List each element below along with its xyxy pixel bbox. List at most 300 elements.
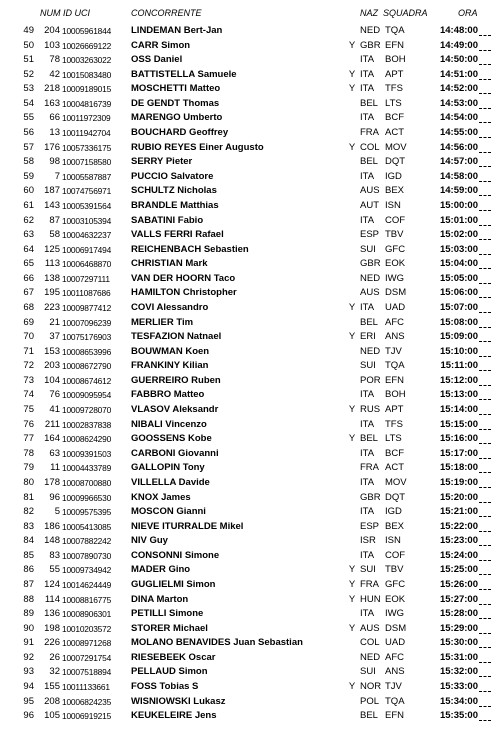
rider-number: 76 xyxy=(49,389,60,401)
team-code: EFN xyxy=(385,374,404,386)
start-time: 15:14:00 xyxy=(439,404,478,416)
rider-number: 87 xyxy=(49,214,60,226)
table-row xyxy=(0,520,492,535)
uci-id: 10007158580 xyxy=(62,157,112,168)
young-rider-flag: Y xyxy=(348,578,356,590)
rider-number: 37 xyxy=(49,331,60,343)
start-time: 14:50:00 xyxy=(439,54,478,66)
start-time: 15:29:00 xyxy=(439,622,478,634)
nationality: COL xyxy=(360,141,380,153)
dashed-line xyxy=(479,362,491,371)
rider-name: MOSCHETTI Matteo xyxy=(131,83,221,95)
rider-number: 32 xyxy=(49,666,60,678)
start-time: 15:10:00 xyxy=(439,345,478,357)
row-position: 59 xyxy=(23,170,34,182)
rider-name: VAN DER HOORN Taco xyxy=(131,272,236,284)
dashed-line xyxy=(479,42,491,51)
row-position: 71 xyxy=(23,345,34,357)
dashed-line xyxy=(479,610,491,619)
team-code: BOH xyxy=(385,389,406,401)
rider-number: 114 xyxy=(44,593,60,605)
rider-number: 163 xyxy=(44,97,60,109)
rider-number: 113 xyxy=(44,258,60,270)
rider-name: MOLANO BENAVIDES Juan Sebastian xyxy=(131,637,303,649)
rider-name: NIEVE ITURRALDE Mikel xyxy=(131,520,244,532)
rider-name: MERLIER Tim xyxy=(131,316,194,328)
team-code: ACT xyxy=(385,127,404,139)
team-code: TQA xyxy=(385,360,405,372)
dashed-line xyxy=(479,668,491,677)
start-time: 15:12:00 xyxy=(439,374,478,386)
table-row xyxy=(0,97,492,112)
uci-id: 10009728070 xyxy=(62,405,112,416)
uci-id: 10009575395 xyxy=(62,507,112,518)
uci-id: 10007882242 xyxy=(62,536,112,547)
row-position: 96 xyxy=(23,710,34,722)
row-position: 87 xyxy=(23,578,34,590)
rider-number: 186 xyxy=(44,520,60,532)
rider-number: 104 xyxy=(44,374,60,386)
row-position: 73 xyxy=(23,374,34,386)
row-position: 70 xyxy=(23,331,34,343)
team-code: AFC xyxy=(385,651,404,663)
start-time: 15:09:00 xyxy=(439,331,478,343)
dashed-line xyxy=(479,260,491,269)
nationality: NED xyxy=(360,272,381,284)
table-row xyxy=(0,578,492,593)
table-row xyxy=(0,39,492,54)
rider-number: 204 xyxy=(44,25,60,36)
table-row xyxy=(0,111,492,126)
team-code: IGD xyxy=(385,506,402,518)
header-ora: ORA xyxy=(458,8,478,18)
nationality: POR xyxy=(360,374,381,386)
uci-id: 10006917494 xyxy=(62,244,112,255)
row-position: 55 xyxy=(23,112,34,124)
start-time: 14:53:00 xyxy=(439,97,478,109)
rider-number: 143 xyxy=(44,199,60,211)
nationality: AUS xyxy=(360,287,380,299)
uci-id: 10014624449 xyxy=(62,579,112,590)
start-time: 15:31:00 xyxy=(439,651,478,663)
young-rider-flag: Y xyxy=(348,593,356,605)
dashed-line xyxy=(479,421,491,430)
uci-id: 10009095954 xyxy=(62,390,112,401)
rider-number: 211 xyxy=(44,418,60,430)
uci-id: 10007096239 xyxy=(62,317,112,328)
uci-id: 10015083480 xyxy=(62,69,112,80)
uci-id: 10007297111 xyxy=(62,273,110,284)
uci-id: 10005587887 xyxy=(62,171,112,182)
team-code: GFC xyxy=(385,578,406,590)
dashed-line xyxy=(479,464,491,473)
start-time: 15:11:00 xyxy=(440,360,478,372)
dashed-line xyxy=(479,377,491,386)
row-position: 51 xyxy=(23,54,34,66)
rider-number: 148 xyxy=(44,535,60,547)
dashed-line xyxy=(479,319,491,328)
team-code: BEX xyxy=(385,185,405,197)
team-code: EFN xyxy=(385,710,404,722)
table-row xyxy=(0,257,492,272)
start-time: 14:49:00 xyxy=(439,39,478,51)
table-row xyxy=(0,636,492,651)
start-time: 15:20:00 xyxy=(439,491,478,503)
young-rider-flag: Y xyxy=(348,433,356,445)
row-position: 56 xyxy=(23,127,34,139)
dashed-line xyxy=(479,494,491,503)
uci-id: 10006919215 xyxy=(62,711,112,722)
start-time: 15:33:00 xyxy=(439,681,478,693)
dashed-line xyxy=(479,391,491,400)
nationality: GBR xyxy=(360,39,381,51)
rider-number: 124 xyxy=(44,578,60,590)
start-time: 15:06:00 xyxy=(439,287,478,299)
rider-number: 103 xyxy=(44,39,60,51)
table-row xyxy=(0,403,492,418)
row-position: 79 xyxy=(23,462,34,474)
rider-number: 13 xyxy=(49,127,60,139)
start-time: 15:21:00 xyxy=(439,506,478,518)
table-row xyxy=(0,68,492,83)
nationality: ISR xyxy=(360,535,376,547)
rider-number: 63 xyxy=(49,447,60,459)
table-row xyxy=(0,126,492,141)
team-code: UAD xyxy=(385,637,406,649)
uci-id: 10008653996 xyxy=(62,346,112,357)
nationality: FRA xyxy=(360,462,379,474)
rider-number: 155 xyxy=(44,681,60,693)
table-row xyxy=(0,549,492,564)
table-row xyxy=(0,505,492,520)
table-row xyxy=(0,665,492,680)
team-code: COF xyxy=(385,549,406,561)
nationality: ITA xyxy=(360,214,375,226)
uci-id: 10011942704 xyxy=(62,128,111,139)
uci-id: 10006824235 xyxy=(62,696,112,707)
rider-name: CARBONI Giovanni xyxy=(131,447,219,459)
row-position: 89 xyxy=(23,608,34,620)
team-code: EOK xyxy=(385,258,406,270)
table-row xyxy=(0,82,492,97)
rider-name: KEUKELEIRE Jens xyxy=(131,710,217,722)
uci-id: 10009734942 xyxy=(62,565,112,576)
nationality: ITA xyxy=(360,68,375,80)
dashed-line xyxy=(479,654,491,663)
young-rider-flag: Y xyxy=(348,681,356,693)
rider-number: 105 xyxy=(44,710,60,722)
table-row xyxy=(0,593,492,608)
rider-name: BATTISTELLA Samuele xyxy=(131,68,237,80)
uci-id: 10009877412 xyxy=(62,302,112,313)
table-row xyxy=(0,301,492,316)
uci-id: 10006468870 xyxy=(62,259,112,270)
young-rider-flag: Y xyxy=(348,141,356,153)
nationality: BEL xyxy=(360,316,378,328)
nationality: SUI xyxy=(360,243,376,255)
uci-id: 10011972309 xyxy=(62,113,111,124)
rider-name: GALLOPIN Tony xyxy=(131,462,205,474)
dashed-line xyxy=(479,333,491,342)
team-code: DSM xyxy=(385,622,407,634)
table-row xyxy=(0,53,492,68)
nationality: ITA xyxy=(360,112,375,124)
rider-number: 66 xyxy=(49,112,60,124)
rider-name: NIBALI Vincenzo xyxy=(131,418,207,430)
start-time: 15:00:00 xyxy=(439,199,478,211)
dashed-line xyxy=(479,406,491,415)
dashed-line xyxy=(479,27,491,36)
nationality: NOR xyxy=(360,681,382,693)
start-time: 15:32:00 xyxy=(439,666,478,678)
rider-number: 41 xyxy=(49,404,60,416)
nationality: ITA xyxy=(360,389,375,401)
rider-number: 223 xyxy=(44,301,60,313)
rider-name: PELLAUD Simon xyxy=(131,666,208,678)
team-code: EFN xyxy=(385,39,404,51)
team-code: BEX xyxy=(385,520,405,532)
nationality: AUT xyxy=(360,199,379,211)
nationality: ITA xyxy=(360,418,375,430)
start-time: 14:59:00 xyxy=(439,185,478,197)
start-time: 15:24:00 xyxy=(439,549,478,561)
uci-id: 10007291754 xyxy=(62,652,112,663)
rider-number: 96 xyxy=(49,491,60,503)
rider-name: DINA Marton xyxy=(131,593,189,605)
header-naz: NAZ xyxy=(360,8,378,18)
team-code: TQA xyxy=(385,25,405,36)
rider-name: BRANDLE Matthias xyxy=(131,199,219,211)
uci-id: 10008700880 xyxy=(62,477,112,488)
team-code: ANS xyxy=(385,666,405,678)
row-position: 58 xyxy=(23,156,34,168)
rider-name: MARENGO Umberto xyxy=(131,112,223,124)
rider-name: RUBIO REYES Einer Augusto xyxy=(131,141,264,153)
dashed-line xyxy=(479,581,491,590)
table-row xyxy=(0,709,492,724)
dashed-line xyxy=(479,552,491,561)
row-position: 74 xyxy=(23,389,34,401)
row-position: 49 xyxy=(23,25,34,36)
team-code: EOK xyxy=(385,593,406,605)
young-rider-flag: Y xyxy=(348,331,356,343)
table-row xyxy=(0,243,492,258)
rider-number: 26 xyxy=(49,651,60,663)
nationality: BEL xyxy=(360,710,378,722)
row-position: 88 xyxy=(23,593,34,605)
row-position: 60 xyxy=(23,185,34,197)
team-code: BCF xyxy=(385,447,404,459)
rider-name: CARR Simon xyxy=(131,39,191,51)
rider-number: 178 xyxy=(44,476,60,488)
uci-id: 10004632237 xyxy=(62,230,112,241)
nationality: SUI xyxy=(360,564,376,576)
rider-name: SERRY Pieter xyxy=(131,156,193,168)
team-code: UAD xyxy=(385,301,406,313)
table-row xyxy=(0,24,492,39)
row-position: 81 xyxy=(23,491,34,503)
team-code: ISN xyxy=(385,199,401,211)
uci-id: 10004816739 xyxy=(62,98,112,109)
start-time: 14:48:00 xyxy=(439,25,478,36)
table-row xyxy=(0,680,492,695)
table-row xyxy=(0,359,492,374)
team-code: AFC xyxy=(385,316,404,328)
uci-id: 10026669122 xyxy=(62,40,112,51)
team-code: IWG xyxy=(385,272,404,284)
nationality: FRA xyxy=(360,127,379,139)
table-row xyxy=(0,316,492,331)
young-rider-flag: Y xyxy=(348,404,356,416)
nationality: HUN xyxy=(360,593,381,605)
start-time: 15:25:00 xyxy=(439,564,478,576)
start-time: 15:07:00 xyxy=(439,301,478,313)
rider-number: 78 xyxy=(49,54,60,66)
rider-name: REICHENBACH Sebastien xyxy=(131,243,249,255)
uci-id: 10011087686 xyxy=(62,288,111,299)
start-time: 14:56:00 xyxy=(439,141,478,153)
rider-name: CONSONNI Simone xyxy=(131,549,220,561)
dashed-line xyxy=(479,114,491,123)
nationality: GBR xyxy=(360,491,381,503)
rider-number: 187 xyxy=(44,185,60,197)
team-code: LTS xyxy=(385,433,402,445)
row-position: 76 xyxy=(23,418,34,430)
start-time: 15:28:00 xyxy=(439,608,478,620)
start-time: 15:35:00 xyxy=(439,710,478,722)
start-time: 15:04:00 xyxy=(439,258,478,270)
team-code: TBV xyxy=(385,564,404,576)
team-code: TFS xyxy=(385,83,403,95)
uci-id: 10008624290 xyxy=(62,434,112,445)
uci-id: 10007518894 xyxy=(62,667,112,678)
rider-name: OSS Daniel xyxy=(131,54,183,66)
rider-name: TESFAZION Natnael xyxy=(131,331,222,343)
row-position: 91 xyxy=(23,637,34,649)
team-code: MOV xyxy=(385,476,407,488)
table-row xyxy=(0,214,492,229)
uci-id: 10005391564 xyxy=(62,200,112,211)
dashed-line xyxy=(479,625,491,634)
team-code: MOV xyxy=(385,141,407,153)
rider-number: 153 xyxy=(44,345,60,357)
nationality: ITA xyxy=(360,608,375,620)
row-position: 54 xyxy=(23,97,34,109)
start-time: 15:08:00 xyxy=(439,316,478,328)
uci-id: 10008906301 xyxy=(62,609,112,620)
nationality: ERI xyxy=(360,331,376,343)
rider-number: 176 xyxy=(44,141,60,153)
nationality: BEL xyxy=(360,433,378,445)
young-rider-flag: Y xyxy=(348,39,356,51)
start-time: 15:13:00 xyxy=(439,389,478,401)
nationality: AUS xyxy=(360,622,380,634)
table-row xyxy=(0,330,492,345)
dashed-line xyxy=(479,56,491,65)
row-position: 64 xyxy=(23,243,34,255)
nationality: ITA xyxy=(360,476,375,488)
nationality: COL xyxy=(360,637,380,649)
row-position: 68 xyxy=(23,301,34,313)
table-row xyxy=(0,418,492,433)
rider-number: 218 xyxy=(44,83,60,95)
row-position: 53 xyxy=(23,83,34,95)
rider-number: 138 xyxy=(44,272,60,284)
uci-id: 10003105394 xyxy=(62,215,112,226)
team-code: BCF xyxy=(385,112,404,124)
rider-number: 125 xyxy=(44,243,60,255)
nationality: RUS xyxy=(360,404,381,416)
row-position: 93 xyxy=(23,666,34,678)
start-time: 15:15:00 xyxy=(439,418,478,430)
start-time: 15:16:00 xyxy=(439,433,478,445)
dashed-line xyxy=(479,537,491,546)
row-position: 65 xyxy=(23,258,34,270)
start-time: 15:26:00 xyxy=(439,578,478,590)
rider-name: MOSCON Gianni xyxy=(131,506,206,518)
start-time: 15:34:00 xyxy=(439,695,478,707)
table-row xyxy=(0,651,492,666)
start-time: 15:22:00 xyxy=(439,520,478,532)
table-row xyxy=(0,228,492,243)
rider-number: 136 xyxy=(44,608,60,620)
dashed-line xyxy=(479,435,491,444)
rider-number: 7 xyxy=(54,170,60,182)
start-list xyxy=(0,24,492,724)
team-code: BOH xyxy=(385,54,406,66)
rider-number: 58 xyxy=(49,229,60,241)
rider-name: MADER Gino xyxy=(131,564,191,576)
uci-id: 10057336175 xyxy=(62,142,112,153)
dashed-line xyxy=(479,100,491,109)
dashed-line xyxy=(479,71,491,80)
dashed-line xyxy=(479,187,491,196)
uci-id: 10011133661 xyxy=(62,682,110,693)
rider-name: FOSS Tobias S xyxy=(131,681,199,693)
team-code: TQA xyxy=(385,695,405,707)
row-position: 52 xyxy=(23,68,34,80)
dashed-line xyxy=(479,450,491,459)
nationality: GBR xyxy=(360,258,381,270)
uci-id: 10003263022 xyxy=(62,55,112,66)
nationality: SUI xyxy=(360,666,376,678)
rider-name: VLASOV Aleksandr xyxy=(131,404,219,416)
uci-id: 10008674612 xyxy=(62,375,112,386)
row-position: 85 xyxy=(23,549,34,561)
nationality: ITA xyxy=(360,549,375,561)
dashed-line xyxy=(479,275,491,284)
team-code: TJV xyxy=(385,345,402,357)
rider-number: 98 xyxy=(49,156,60,168)
nationality: SUI xyxy=(360,360,376,372)
nationality: BEL xyxy=(360,97,378,109)
dashed-line xyxy=(479,712,491,721)
row-position: 84 xyxy=(23,535,34,547)
table-row xyxy=(0,388,492,403)
dashed-line xyxy=(479,683,491,692)
team-code: ISN xyxy=(385,535,401,547)
start-time: 14:57:00 xyxy=(439,156,478,168)
rider-name: WISNIOWSKI Lukasz xyxy=(131,695,226,707)
row-position: 80 xyxy=(23,476,34,488)
table-row xyxy=(0,286,492,301)
table-header xyxy=(0,8,492,22)
row-position: 82 xyxy=(23,506,34,518)
rider-name: GUGLIELMI Simon xyxy=(131,578,216,590)
table-row xyxy=(0,432,492,447)
row-position: 69 xyxy=(23,316,34,328)
rider-number: 198 xyxy=(44,622,60,634)
